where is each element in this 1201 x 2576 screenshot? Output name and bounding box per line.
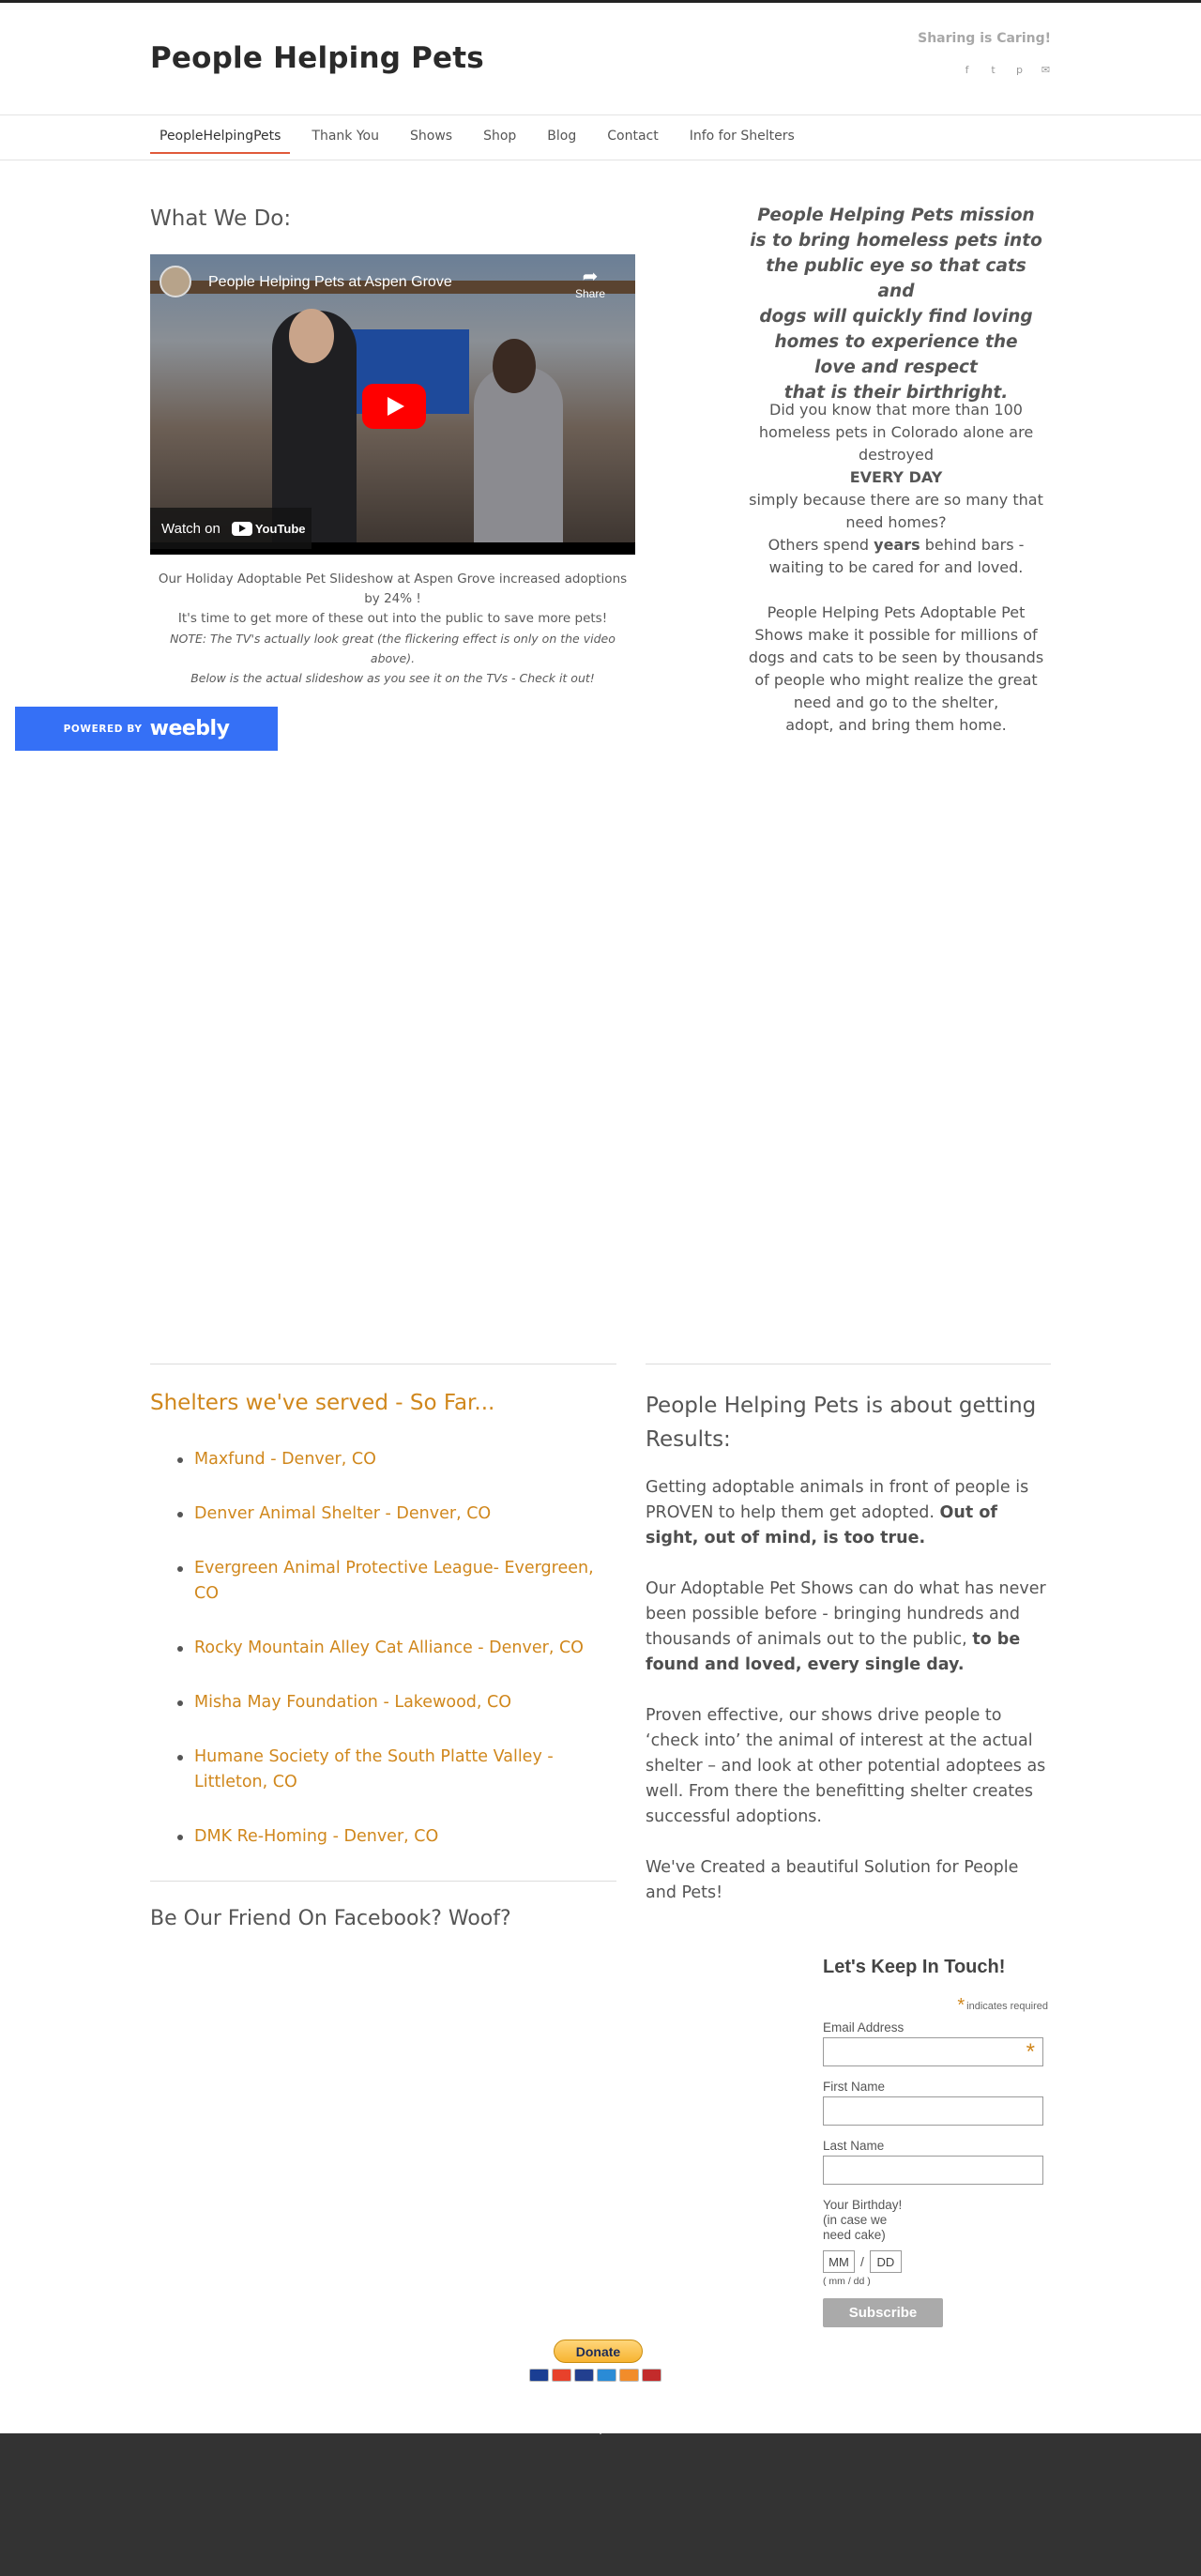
- facebook-heading: Be Our Friend On Facebook? Woof?: [150, 1907, 511, 1930]
- nav-item-shop[interactable]: Shop: [483, 129, 517, 144]
- maestro-icon: [574, 2369, 594, 2382]
- discover-icon: [619, 2369, 639, 2382]
- first-name-field[interactable]: [823, 2096, 1043, 2126]
- mission-line: is to bring homeless pets into: [750, 231, 1042, 251]
- did-you-know-p5: adopt, and bring them home.: [785, 716, 1007, 734]
- mission-line: the public eye so that cats and: [766, 256, 1026, 301]
- nav-item-contact[interactable]: Contact: [607, 129, 659, 144]
- youtube-wordmark: YouTube: [254, 521, 306, 536]
- visa-icon: [529, 2369, 549, 2382]
- top-border: [0, 0, 1201, 3]
- mission-line: homes to experience the: [774, 332, 1018, 352]
- shelters-title: Shelters we've served - So Far...: [150, 1391, 495, 1415]
- channel-avatar[interactable]: [160, 266, 191, 297]
- mastercard-icon: [552, 2369, 571, 2382]
- list-item[interactable]: Denver Animal Shelter - Denver, CO: [194, 1501, 616, 1527]
- donate-button[interactable]: Donate: [554, 2340, 643, 2363]
- thumbnail-head-right: [493, 339, 536, 393]
- jcb-icon: [642, 2369, 661, 2382]
- newsletter-signup-form: [823, 1957, 1048, 2327]
- birthday-line-2: (in case we: [823, 2213, 888, 2227]
- list-item[interactable]: DMK Re-Homing - Denver, CO: [194, 1824, 616, 1850]
- list-item[interactable]: Maxfund - Denver, CO: [194, 1447, 616, 1472]
- thumbnail-person-right: [474, 367, 563, 555]
- caption-line-1: Our Holiday Adoptable Pet Slideshow at Aspen Grove increased adoptions by 24% !: [158, 572, 628, 606]
- signup-title: Let's Keep In Touch!: [823, 1957, 1006, 1977]
- facebook-icon[interactable]: f: [965, 64, 969, 76]
- p3-bold: years: [874, 536, 920, 554]
- amex-icon: [597, 2369, 616, 2382]
- did-you-know-p1: Did you know that more than 100 homeless pets in Colorado alone are destroyed: [758, 401, 1034, 464]
- nav-item-shows[interactable]: Shows: [410, 129, 453, 144]
- results-p2-text: Our Adoptable Pet Shows can do what has never been possible before - bringing hundreds and thousands of animals out to the public,: [646, 1579, 1046, 1649]
- nav-item-blog[interactable]: Blog: [547, 129, 577, 144]
- header-divider: [0, 114, 1201, 115]
- required-note: [823, 1995, 1048, 2017]
- payment-card-icons: [529, 2369, 661, 2382]
- results-p2: [646, 1577, 1054, 1678]
- nav-item-info-for-shelters[interactable]: Info for Shelters: [689, 129, 795, 144]
- results-p1: [646, 1475, 1054, 1551]
- share-label: Share: [574, 287, 606, 300]
- site-title[interactable]: People Helping Pets: [150, 41, 484, 75]
- birthday-line-3: need cake): [823, 2228, 886, 2242]
- did-you-know-p2: simply because there are so many that need homes?: [749, 491, 1043, 531]
- did-you-know-p4: People Helping Pets Adoptable Pet Shows make it possible for millions of dogs and cats to be seen by thousands of people who might realize the great need and go to the shelter,: [748, 603, 1044, 711]
- birthday-day-field[interactable]: DD: [870, 2250, 902, 2273]
- youtube-play-icon: [232, 522, 252, 536]
- video-title[interactable]: People Helping Pets at Aspen Grove: [208, 274, 452, 290]
- results-title: People Helping Pets is about getting Results:: [646, 1394, 1037, 1452]
- results-p2-bold: to be found and loved, every single day.: [646, 1630, 1021, 1674]
- date-separator: /: [860, 2254, 864, 2269]
- nav-item-thank-you[interactable]: Thank You: [312, 129, 379, 144]
- spacer: [746, 579, 1046, 602]
- powered-by-weebly-badge[interactable]: [15, 707, 278, 751]
- caption-line-2: It's time to get more of these out into the public to save more pets!: [177, 611, 608, 626]
- caption-below: Below is the actual slideshow as you see it on the TVs - Check it out!: [190, 671, 595, 685]
- mission-statement: [746, 203, 1046, 405]
- first-name-label: First Name: [823, 2080, 886, 2094]
- last-name-label: Last Name: [823, 2139, 885, 2153]
- play-button[interactable]: [362, 384, 426, 429]
- did-you-know-text: [746, 399, 1046, 737]
- video-caption: [150, 570, 635, 688]
- list-item[interactable]: Misha May Foundation - Lakewood, CO: [194, 1690, 616, 1715]
- birthday-inputs: [823, 2250, 1048, 2273]
- watch-on-label: Watch on: [161, 520, 220, 537]
- mission-line: People Helping Pets mission: [757, 206, 1035, 225]
- required-star-icon: *: [957, 1995, 965, 2016]
- twitter-icon[interactable]: t: [991, 64, 996, 76]
- results-p1-bold: Out of sight, out of mind, is too true.: [646, 1503, 997, 1547]
- mail-icon[interactable]: ✉: [1041, 64, 1051, 76]
- subscribe-button[interactable]: Subscribe: [823, 2298, 943, 2327]
- results-p1-text: Getting adoptable animals in front of people is PROVEN to help them get adopted.: [646, 1478, 1029, 1522]
- last-name-field[interactable]: [823, 2156, 1043, 2185]
- sharing-label: Sharing is Caring!: [918, 31, 1051, 46]
- main-nav: [150, 129, 816, 154]
- birthday-label: [823, 2198, 1048, 2243]
- thumbnail-head-left: [289, 309, 334, 363]
- footer: [0, 2433, 1201, 2576]
- mission-line: love and respect: [814, 358, 978, 377]
- email-label: Email Address: [823, 2020, 905, 2035]
- results-text: [646, 1475, 1054, 1931]
- results-p3: Proven effective, our shows drive people to ‘check into’ the animal of interest at the actual shelter – and look at other potential adoptees as well. From there the benefitting shelter creates successful adoptions.: [646, 1706, 1046, 1826]
- results-p4: We've Created a beautiful Solution for People and Pets!: [646, 1858, 1019, 1902]
- nav-item-peoplehelpingpets[interactable]: PeopleHelpingPets: [150, 129, 290, 154]
- list-item[interactable]: Evergreen Animal Protective League- Evergreen, CO: [194, 1556, 616, 1607]
- mission-line: dogs will quickly find loving: [759, 307, 1033, 327]
- watch-on-youtube-button[interactable]: [150, 508, 312, 549]
- email-field[interactable]: [823, 2037, 1043, 2066]
- share-button[interactable]: [571, 267, 609, 300]
- list-item[interactable]: Humane Society of the South Platte Valley - Littleton, CO: [194, 1745, 616, 1795]
- birthday-format-hint: ( mm / dd ): [823, 2276, 871, 2287]
- p3-after: behind bars - waiting to be cared for and loved.: [768, 536, 1025, 576]
- did-you-know-p3: [746, 534, 1046, 579]
- youtube-video-player[interactable]: [150, 254, 635, 555]
- birthday-line-1: Your Birthday!: [823, 2198, 903, 2212]
- share-icon: ➦: [582, 267, 599, 287]
- list-item[interactable]: Rocky Mountain Alley Cat Alliance - Denver, CO: [194, 1636, 616, 1661]
- footer-notch: [593, 2427, 608, 2434]
- birthday-month-field[interactable]: MM: [823, 2250, 855, 2273]
- required-star-icon: *: [1026, 2039, 1035, 2065]
- caption-note: NOTE: The TV's actually look great (the flickering effect is only on the video above).: [170, 632, 616, 665]
- shelters-list: [194, 1447, 616, 1879]
- mission-line: that is their birthright.: [783, 383, 1009, 403]
- social-icons: [962, 64, 1051, 76]
- every-day-label: EVERY DAY: [849, 468, 943, 486]
- required-note-text: indicates required: [966, 2001, 1048, 2012]
- youtube-logo: [232, 522, 306, 536]
- powered-by-label: POWERED BY: [63, 723, 143, 735]
- what-we-do-heading: What We Do:: [150, 206, 292, 231]
- weebly-logo: weebly: [149, 717, 230, 740]
- facebook-divider: [150, 1881, 616, 1882]
- p3-before: Others spend: [768, 536, 874, 554]
- pinterest-icon[interactable]: p: [1016, 64, 1023, 76]
